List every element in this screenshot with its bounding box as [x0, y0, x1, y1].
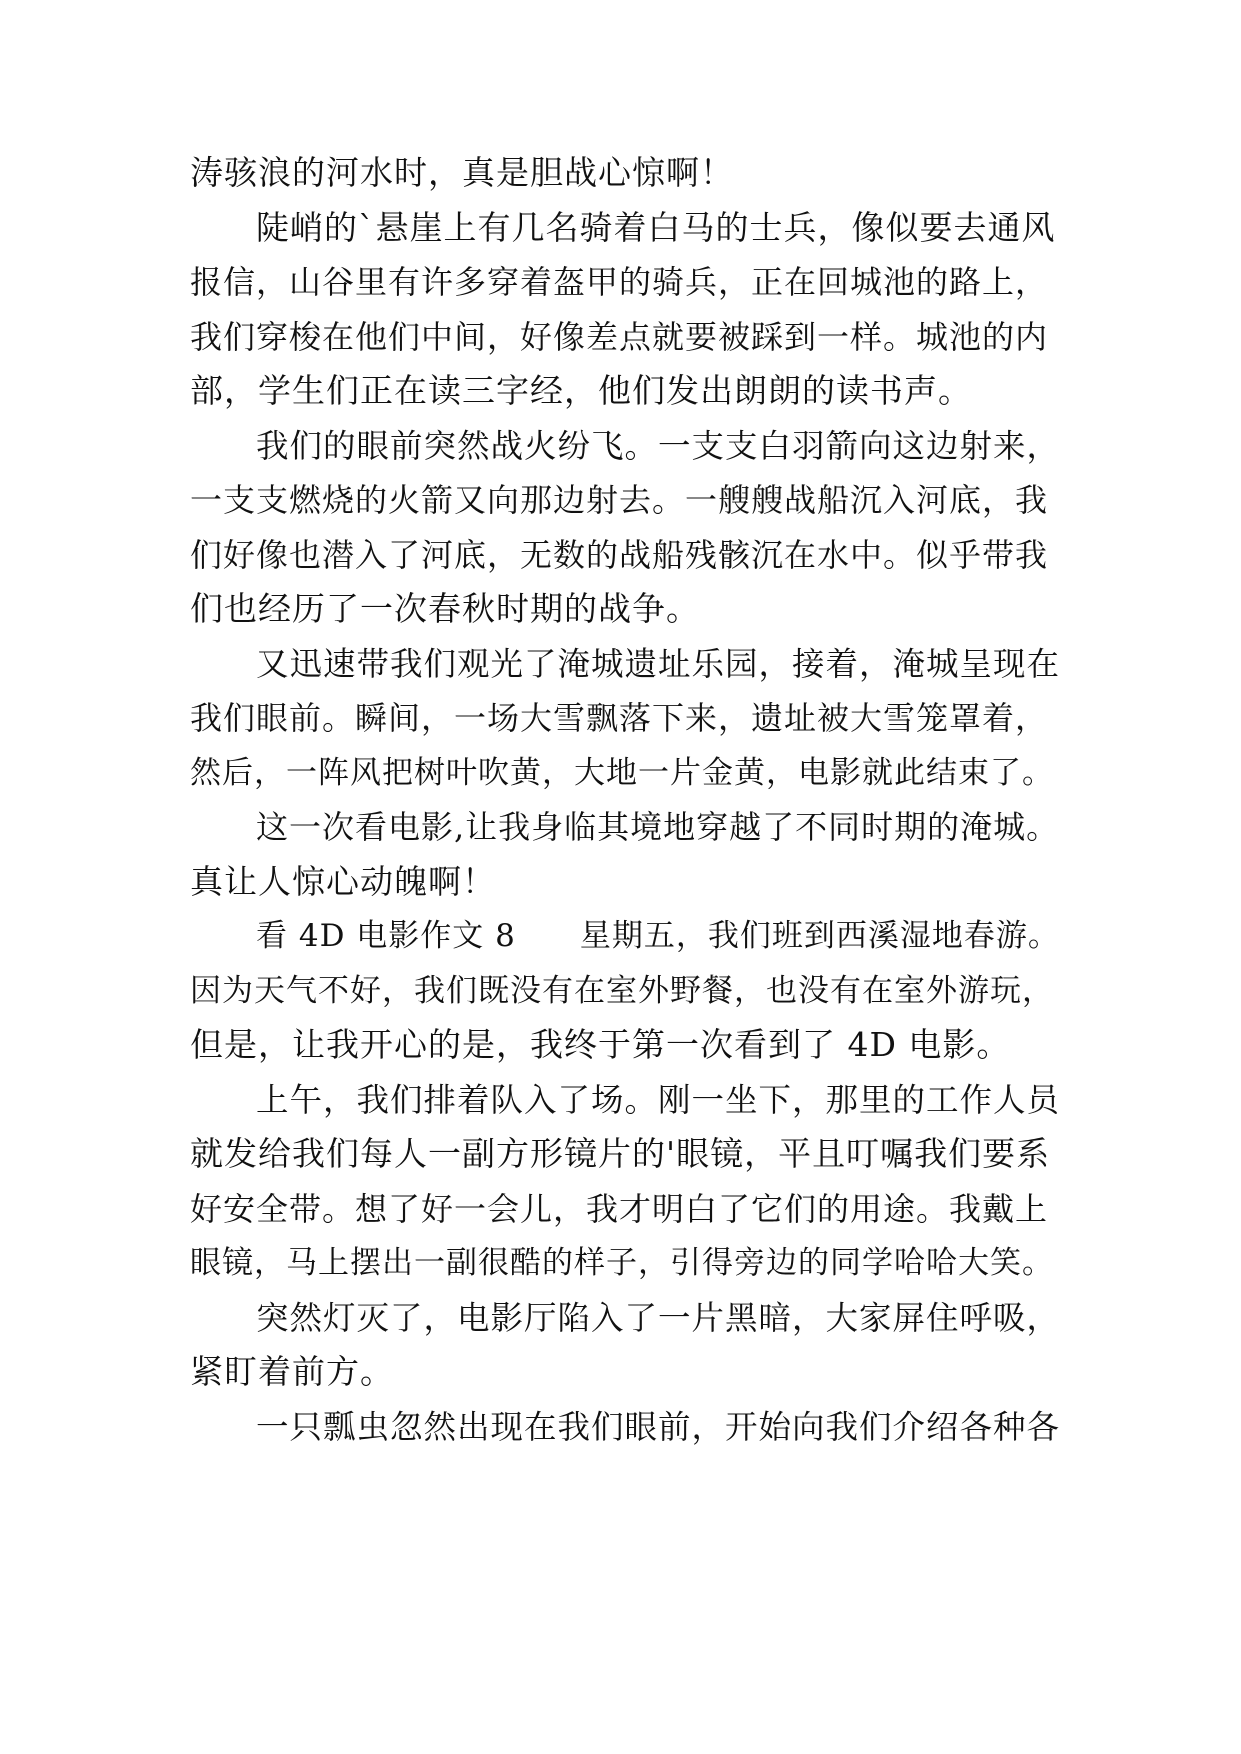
text-line: 眼镜，马上摆出一副很酷的样子，引得旁边的同学哈哈大笑。 — [190, 1245, 1054, 1281]
text-line: 但是，让我开心的是，我终于第一次看到了 4D 电影。 — [190, 1025, 1011, 1064]
text-line: 部，学生们正在读三字经，他们发出朗朗的读书声。 — [190, 371, 972, 410]
text-line: 上午，我们排着队入了场。刚一坐下，那里的工作人员 — [256, 1081, 1061, 1119]
text-line: 我们穿梭在他们中间，好像差点就要被踩到一样。城池的内 — [190, 318, 1049, 356]
text-line: 报信，山谷里有许多穿着盔甲的骑兵，正在回城池的路上， — [190, 263, 1049, 301]
text-line: 因为天气不好，我们既没有在室外野餐，也没有在室外游玩， — [190, 973, 1054, 1009]
text-line: 看 4D 电影作文 8 星期五，我们班到西溪湿地春游。 — [256, 918, 1060, 954]
text-line: 突然灯灭了，电影厅陷入了一片黑暗，大家屏住呼吸， — [256, 1299, 1061, 1337]
text-line: 又迅速带我们观光了淹城遗址乐园，接着，淹城呈现在 — [256, 645, 1061, 683]
text-line: 们好像也潜入了河底，无数的战船残骸沉在水中。似乎带我 — [190, 536, 1049, 574]
text-line: 然后，一阵风把树叶吹黄，大地一片金黄，电影就此结束了。 — [190, 755, 1054, 791]
text-line: 一只瓢虫忽然出现在我们眼前，开始向我们介绍各种各 — [256, 1408, 1061, 1446]
text-line: 我们的眼前突然战火纷飞。一支支白羽箭向这边射来， — [256, 427, 1061, 465]
text-line: 涛骇浪的河水时，真是胆战心惊啊！ — [190, 153, 734, 192]
text-line: 紧盯着前方。 — [190, 1352, 394, 1391]
text-line: 真让人惊心动魄啊！ — [190, 862, 496, 901]
text-line: 一支支燃烧的火箭又向那边射去。一艘艘战船沉入河底，我 — [190, 481, 1049, 519]
text-line: 陡峭的`悬崖上有几名骑着白马的士兵，像似要去通风 — [256, 208, 1056, 247]
text-line: 我们眼前。瞬间，一场大雪飘落下来，遗址被大雪笼罩着， — [190, 699, 1049, 737]
text-line: 就发给我们每人一副方形镜片的'眼镜，平且叮嘱我们要系 — [190, 1134, 1051, 1173]
text-line: 这一次看电影,让我身临其境地穿越了不同时期的淹城。 — [256, 808, 1060, 846]
text-line: 们也经历了一次春秋时期的战争。 — [190, 589, 700, 628]
text-line: 好安全带。想了好一会儿，我才明白了它们的用途。我戴上 — [190, 1190, 1049, 1228]
